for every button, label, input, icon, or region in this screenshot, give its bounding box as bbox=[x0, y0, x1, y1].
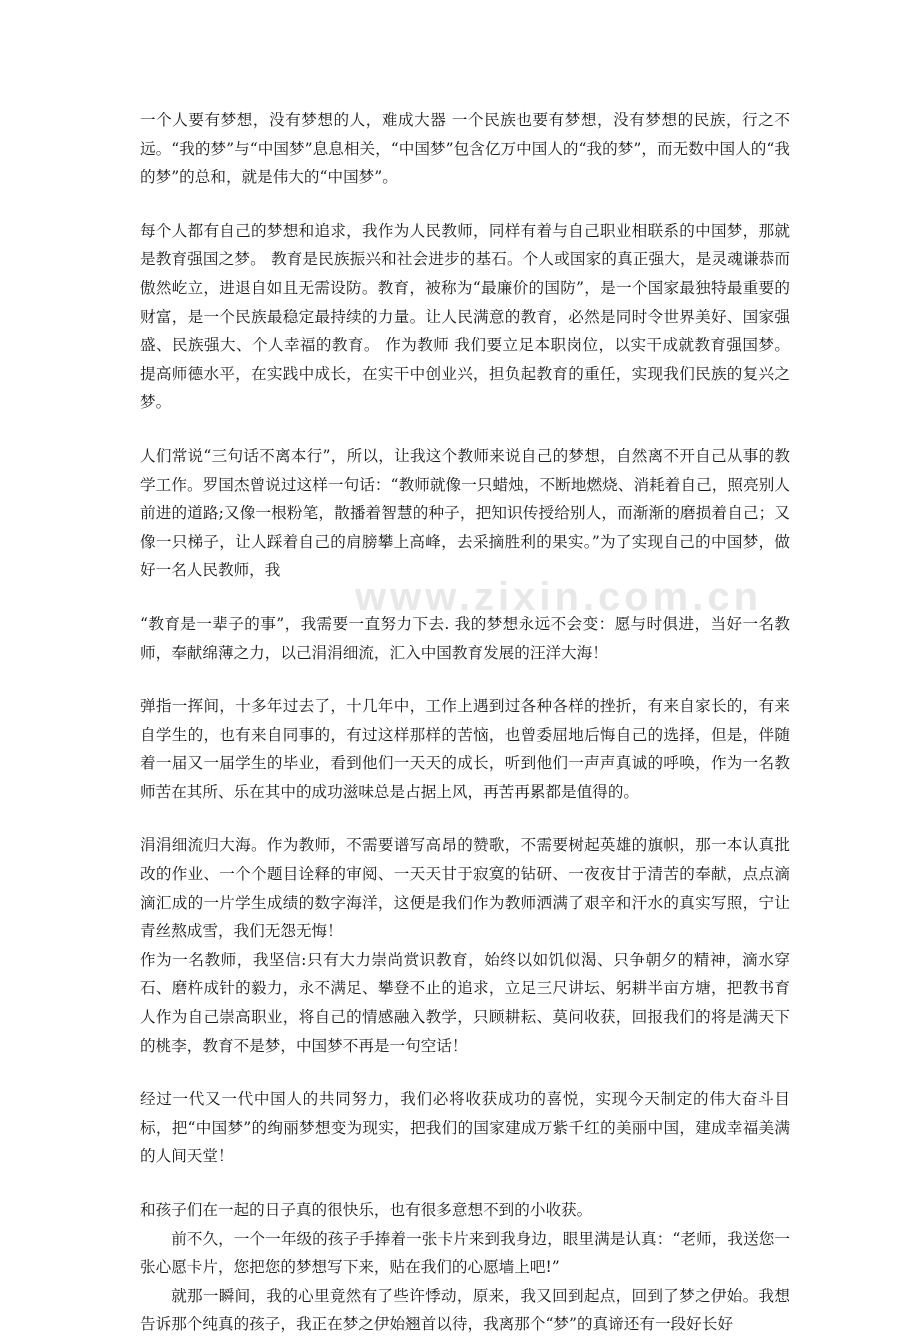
paragraph-10: 前不久，一个一年级的孩子手捧着一张卡片来到我身边，眼里满是认真：“老师，我送您一张心愿卡片，您把您的梦想写下来，贴在我们的心愿墙上吧!” bbox=[140, 1229, 790, 1277]
paragraph-4: “教育是一辈子的事”，我需要一直努力下去. 我的梦想永远不会变：愿与时俱进，当好一名教师，奉献绵薄之力，以己涓涓细流，汇入中国教育发展的汪洋大海！ bbox=[140, 614, 790, 662]
paragraph-1: 一个人要有梦想，没有梦想的人，难成大器 一个民族也要有梦想，没有梦想的民族，行之不远。“我的梦”与“中国梦”息息相关，“中国梦”包含亿万中国人的“我的梦”，而无数中国人的“我的梦”的总和，就是伟大的“中国梦”。 bbox=[140, 111, 790, 187]
paragraph-3: 人们常说“三句话不离本行”，所以，让我这个教师来说自己的梦想，自然离不开自己从事的教学工作。罗国杰曾说过这样一句话：“教师就像一只蜡烛，不断地燃烧、消耗着自己，照亮别人前进的道路;又像一根粉笔，散播着智慧的种子，把知识传授给别人，而渐渐的磨损着自己；又像一只梯子，让人踩着自己的肩膀攀上高峰，去采摘胜利的果实。”为了实现自己的中国梦，做好一名人民教师，我 bbox=[140, 446, 790, 580]
paragraph-5: 弹指一挥间，十多年过去了，十几年中，工作上遇到过各种各样的挫折，有来自家长的，有来自学生的，也有来自同事的，有过这样那样的苦恼，也曾委屈地后悔自己的选择，但是，伴随着一届又一届学生的毕业，看到他们一天天的成长，听到他们一声声真诚的呼唤，作为一名教师苦在其所、乐在其中的成功滋味总是占据上风，再苦再累都是值得的。 bbox=[140, 697, 790, 801]
watermark: www.zixin.com.cn bbox=[355, 575, 763, 619]
paragraph-7: 作为一名教师，我坚信:只有大力崇尚赏识教育，始终以如饥似渴、只争朝夕的精神，滴水穿石、磨杵成针的毅力，永不满足、攀登不止的追求，立足三尺讲坛、躬耕半亩方塘，把教书育人作为自己崇高职业，将自己的情感融入教学，只顾耕耘、莫问收获，回报我们的将是满天下的桃李，教育不是梦，中国梦不再是一句空话！ bbox=[140, 950, 790, 1055]
paragraph-6: 涓涓细流归大海。作为教师，不需要谱写高昂的赞歌，不需要树起英雄的旗帜，那一本认真批改的作业、一个个题目诠释的审阅、一天天甘于寂寞的钻研、一夜夜甘于清苦的奉献，点点滴滴汇成的一片学生成绩的数字海洋，这便是我们作为教师洒满了艰辛和汗水的真实写照，宁让青丝熬成雪，我们无怨无悔！ bbox=[140, 836, 790, 941]
paragraph-2: 每个人都有自己的梦想和追求，我作为人民教师，同样有着与自己职业相联系的中国梦，那就是教育强国之梦。 教育是民族振兴和社会进步的基石。个人或国家的真正强大，是灵魂谦恭而傲然屹立，进退自如且无需设防。教育，被称为“最廉价的国防”，是一个国家最独特最重要的财富，是一个民族最稳定最持续的力量。让人民满意的教育，必然是同时令世界美好、国家强盛、民族强大、个人幸福的教育。 作为教师 我们要立足本职岗位，以实干成就教育强国梦。 提高师德水平，在实践中成长，在实干中创业兴，担负起教育的重任，实现我们民族的复兴之梦。 bbox=[140, 221, 790, 412]
paragraph-8: 经过一代又一代中国人的共同努力，我们必将收获成功的喜悦，实现今天制定的伟大奋斗目标，把“中国梦”的绚丽梦想变为现实，把我们的国家建成万紫千红的美丽中国，建成幸福美满的人间天堂！ bbox=[140, 1090, 790, 1166]
paragraph-11: 就那一瞬间，我的心里竟然有了些许悸动，原来，我又回到起点，回到了梦之伊始。我想告诉那个纯真的孩子，我正在梦之伊始翘首以待，我离那个“梦”的真谛还有一段好长好 bbox=[140, 1286, 790, 1334]
paragraph-9: 和孩子们在一起的日子真的很快乐，也有很多意想不到的小收获。 bbox=[140, 1201, 593, 1219]
document-body bbox=[140, 106, 790, 1339]
